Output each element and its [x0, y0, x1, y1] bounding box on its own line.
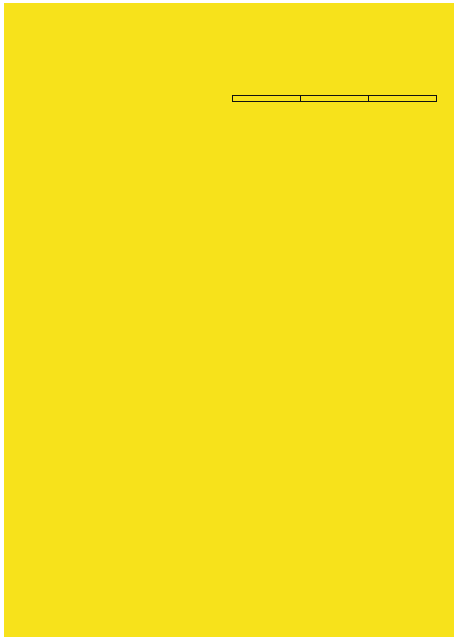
notice-poster — [4, 3, 454, 637]
right-column — [232, 93, 437, 613]
header-horaires — [369, 96, 437, 102]
permanences-header-row — [233, 96, 437, 102]
header-lieu — [233, 96, 301, 102]
permanences-section — [232, 95, 437, 102]
header-jour — [301, 96, 369, 102]
permanences-table — [232, 95, 437, 102]
left-column — [25, 93, 230, 613]
